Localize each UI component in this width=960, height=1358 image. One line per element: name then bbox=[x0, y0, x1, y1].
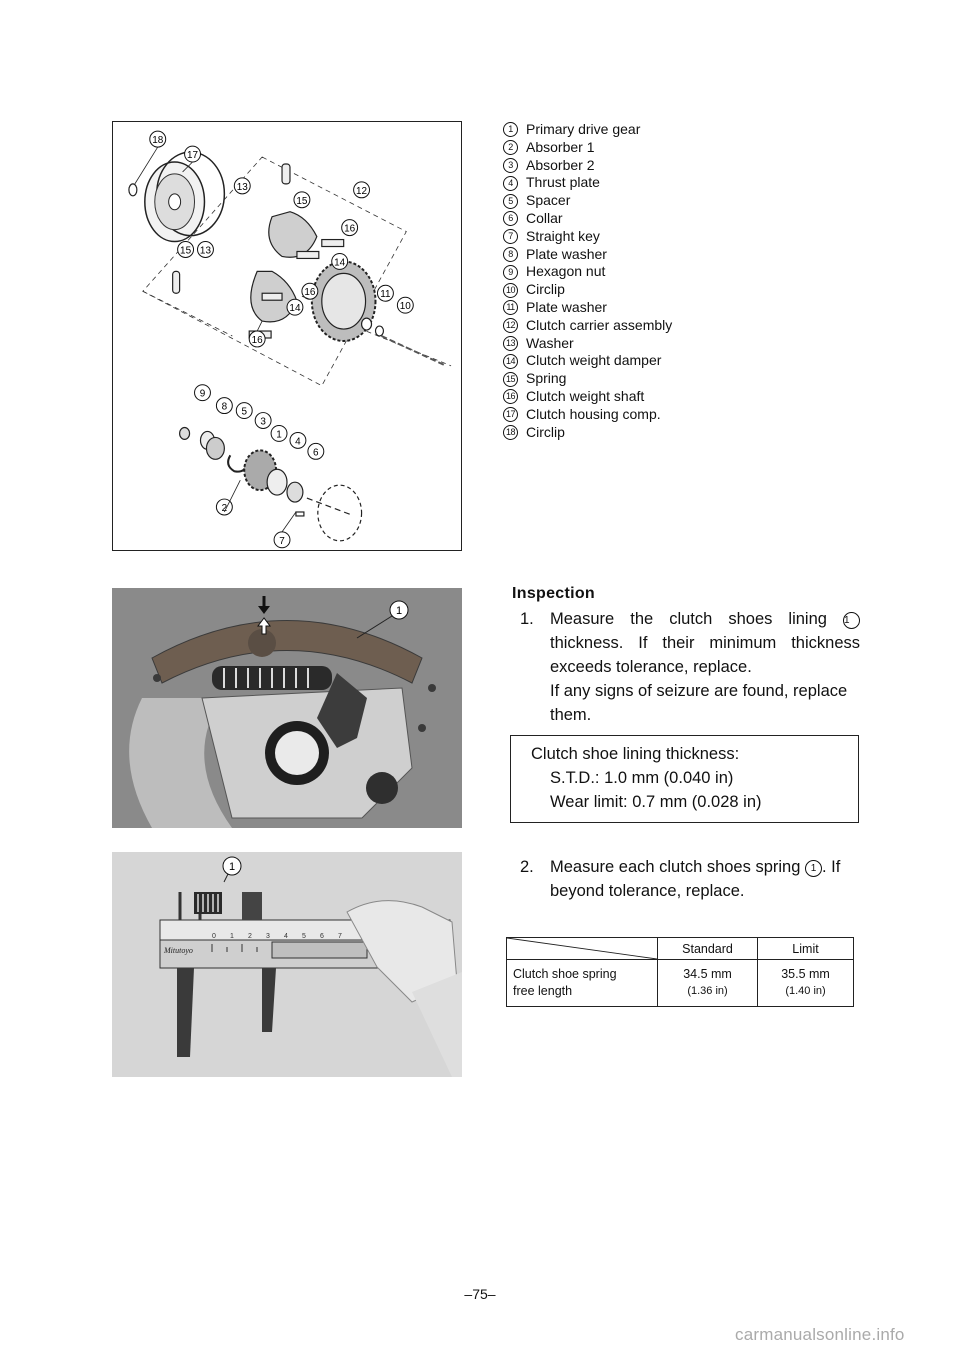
callout-2-text: 2 bbox=[221, 502, 228, 514]
part-number: 3 bbox=[503, 158, 518, 173]
callout-13b-text: 13 bbox=[199, 245, 211, 257]
callout-10 bbox=[397, 297, 413, 313]
part-name: Straight key bbox=[526, 227, 600, 244]
photo2-callout-text: 1 bbox=[228, 861, 236, 873]
callout-4-text: 4 bbox=[295, 436, 301, 448]
row-label bbox=[507, 960, 658, 1007]
part-name: Clutch housing comp. bbox=[526, 405, 661, 422]
step-1-number: 1. bbox=[520, 610, 534, 628]
step-1-text-a: Measure the clutch shoes lining bbox=[550, 610, 827, 628]
part-name: Clutch weight shaft bbox=[526, 387, 645, 404]
callout-18-text: 18 bbox=[152, 135, 164, 147]
part-number: 12 bbox=[503, 318, 518, 333]
clutch-shoe-photo bbox=[112, 588, 462, 828]
callout-7-text: 7 bbox=[279, 535, 285, 547]
photo2-callout bbox=[223, 857, 241, 875]
callout-16c-text: 16 bbox=[251, 334, 263, 346]
part-number: 2 bbox=[503, 140, 518, 155]
svg-text:0: 0 bbox=[212, 933, 216, 940]
callout-8-text: 8 bbox=[221, 401, 228, 413]
callout-13a-text: 13 bbox=[236, 181, 248, 193]
callout-6 bbox=[308, 443, 324, 459]
callout-16b-text: 16 bbox=[304, 287, 316, 299]
caliper-spring-photo-drawing bbox=[112, 852, 462, 1077]
callout-17 bbox=[185, 146, 201, 162]
step-1-text-c: If any signs of seizure are found, replace them. bbox=[550, 682, 848, 724]
table-corner-cell bbox=[507, 938, 658, 960]
part-number: 18 bbox=[503, 425, 518, 440]
callout-4 bbox=[290, 432, 306, 448]
part-number: 16 bbox=[503, 389, 518, 404]
parts-legend-item bbox=[503, 246, 763, 264]
table-row bbox=[507, 960, 854, 1007]
svg-text:3: 3 bbox=[266, 933, 270, 940]
parts-legend-item bbox=[503, 157, 763, 175]
svg-text:7: 7 bbox=[338, 933, 342, 940]
callout-11 bbox=[377, 285, 393, 301]
callout-16c bbox=[249, 331, 265, 347]
inspection-heading: Inspection bbox=[512, 585, 596, 602]
caliper-spring-photo bbox=[112, 852, 462, 1077]
photo1-callout-text: 1 bbox=[395, 605, 403, 617]
callout-3 bbox=[255, 413, 271, 429]
part-number: 9 bbox=[503, 265, 518, 280]
parts-legend-item bbox=[503, 370, 763, 388]
callout-9-text: 9 bbox=[199, 388, 206, 400]
driven-gear-drawing bbox=[312, 261, 446, 365]
part-name: Clutch carrier assembly bbox=[526, 316, 673, 333]
part-number: 11 bbox=[503, 300, 518, 315]
part-name: Spring bbox=[526, 370, 567, 387]
parts-legend-item bbox=[503, 317, 763, 335]
svg-text:5: 5 bbox=[302, 933, 306, 940]
part-number: 15 bbox=[503, 372, 518, 387]
parts-legend-item bbox=[503, 263, 763, 281]
spec-title: Clutch shoe lining thickness: bbox=[531, 745, 740, 763]
callout-6-text: 6 bbox=[313, 447, 319, 459]
spring-spec-table bbox=[506, 937, 854, 1007]
callout-14a bbox=[332, 253, 348, 269]
part-name: Spacer bbox=[526, 192, 571, 209]
callout-11-text: 11 bbox=[380, 289, 391, 301]
parts-legend-item bbox=[503, 281, 763, 299]
photo1-callout bbox=[390, 601, 408, 619]
limit-in: (1.40 in) bbox=[785, 985, 826, 997]
callout-10-text: 10 bbox=[399, 301, 411, 313]
corner-diagonal bbox=[507, 938, 657, 959]
callout-5 bbox=[236, 403, 252, 419]
part-name: Absorber 1 bbox=[526, 138, 595, 155]
callout-15a bbox=[294, 192, 310, 208]
callout-12 bbox=[354, 182, 370, 198]
part-name: Clutch weight damper bbox=[526, 352, 662, 369]
part-name: Plate washer bbox=[526, 245, 607, 262]
part-number: 7 bbox=[503, 229, 518, 244]
part-name: Washer bbox=[526, 334, 574, 351]
parts-legend-item bbox=[503, 192, 763, 210]
limit-value bbox=[758, 960, 854, 1007]
caliper-brand: Mitutoyo bbox=[164, 946, 193, 955]
standard-value bbox=[658, 960, 758, 1007]
callout-13b bbox=[198, 242, 214, 258]
part-number: 17 bbox=[503, 407, 518, 422]
callout-18 bbox=[150, 131, 166, 147]
callout-16a-text: 16 bbox=[344, 223, 356, 235]
callout-14a-text: 14 bbox=[334, 257, 346, 269]
part-number: 14 bbox=[503, 354, 518, 369]
inspection-step-1 bbox=[520, 607, 860, 727]
part-name: Circlip bbox=[526, 281, 565, 298]
watermark: carmanualsonline.info bbox=[735, 1325, 905, 1344]
parts-legend-item bbox=[503, 335, 763, 353]
step-1-text-b: thickness. If their minimum thickness exceeds tolerance, replace. bbox=[550, 634, 860, 676]
step-1-callout: 1 bbox=[843, 612, 860, 629]
diagram-drawing bbox=[113, 122, 461, 550]
callout-14b bbox=[287, 299, 303, 315]
step-2-callout: 1 bbox=[805, 860, 822, 877]
parts-legend bbox=[503, 121, 763, 441]
inspection-step-2 bbox=[520, 855, 865, 903]
part-number: 4 bbox=[503, 176, 518, 191]
svg-text:4: 4 bbox=[284, 933, 288, 940]
standard-in: (1.36 in) bbox=[687, 985, 728, 997]
standard-mm: 34.5 mm bbox=[683, 967, 732, 981]
step-2-line bbox=[550, 855, 865, 903]
parts-legend-item bbox=[503, 299, 763, 317]
callout-1-text: 1 bbox=[276, 429, 282, 441]
callout-14b-text: 14 bbox=[289, 303, 301, 315]
parts-legend-item bbox=[503, 406, 763, 424]
callout-15b bbox=[178, 242, 194, 258]
part-number: 8 bbox=[503, 247, 518, 262]
exploded-clutch-diagram bbox=[112, 121, 462, 551]
callout-9 bbox=[195, 385, 211, 401]
callout-16a bbox=[342, 220, 358, 236]
callout-15a-text: 15 bbox=[296, 195, 308, 207]
parts-legend-item bbox=[503, 174, 763, 192]
callout-17-text: 17 bbox=[187, 150, 199, 162]
table-header-row bbox=[507, 938, 854, 960]
parts-legend-item bbox=[503, 121, 763, 139]
parts-legend-item bbox=[503, 388, 763, 406]
callout-15b-text: 15 bbox=[180, 245, 192, 257]
spec-wear-limit: Wear limit: 0.7 mm (0.028 in) bbox=[550, 793, 762, 811]
parts-legend-item bbox=[503, 139, 763, 157]
limit-mm: 35.5 mm bbox=[781, 967, 830, 981]
row-label-line-1: Clutch shoe spring bbox=[513, 967, 617, 981]
callout-8 bbox=[216, 398, 232, 414]
svg-text:6: 6 bbox=[320, 933, 324, 940]
callout-12-text: 12 bbox=[356, 185, 368, 197]
step-1-body bbox=[550, 607, 860, 727]
part-name: Plate washer bbox=[526, 298, 607, 315]
primary-drive-parts-drawing bbox=[180, 427, 362, 540]
page-number: –75– bbox=[464, 1286, 496, 1302]
col-limit: Limit bbox=[758, 938, 854, 960]
step-2-text-b: . If beyond tolerance, replace. bbox=[550, 858, 841, 900]
part-name: Thrust plate bbox=[526, 174, 600, 191]
callout-5-text: 5 bbox=[241, 406, 248, 418]
part-name: Hexagon nut bbox=[526, 263, 606, 280]
svg-text:2: 2 bbox=[248, 933, 252, 940]
step-2-number: 2. bbox=[520, 858, 534, 876]
spec-standard: S.T.D.: 1.0 mm (0.040 in) bbox=[550, 769, 734, 787]
clutch-shoe-photo-drawing bbox=[112, 588, 462, 828]
col-standard: Standard bbox=[658, 938, 758, 960]
step-2-text-a: Measure each clutch shoes spring bbox=[550, 858, 801, 876]
step-2-body bbox=[550, 855, 865, 903]
parts-legend-item bbox=[503, 228, 763, 246]
part-name: Collar bbox=[526, 209, 563, 226]
part-name: Absorber 2 bbox=[526, 156, 595, 173]
callout-1 bbox=[271, 425, 287, 441]
parts-legend-item bbox=[503, 352, 763, 370]
svg-text:1: 1 bbox=[230, 933, 234, 940]
clutch-housing-drawing bbox=[129, 152, 224, 241]
parts-legend-item bbox=[503, 424, 763, 442]
part-name: Circlip bbox=[526, 423, 565, 440]
lining-thickness-spec-box bbox=[510, 735, 859, 823]
callout-3-text: 3 bbox=[260, 416, 266, 428]
step-1-line-a bbox=[550, 607, 860, 631]
parts-legend-item bbox=[503, 210, 763, 228]
part-name: Primary drive gear bbox=[526, 121, 641, 137]
row-label-line-2: free length bbox=[513, 984, 573, 998]
callout-7 bbox=[274, 532, 290, 548]
callout-13a bbox=[234, 178, 250, 194]
part-number: 10 bbox=[503, 283, 518, 298]
part-number: 1 bbox=[503, 122, 518, 137]
part-number: 5 bbox=[503, 194, 518, 209]
part-number: 13 bbox=[503, 336, 518, 351]
part-number: 6 bbox=[503, 211, 518, 226]
